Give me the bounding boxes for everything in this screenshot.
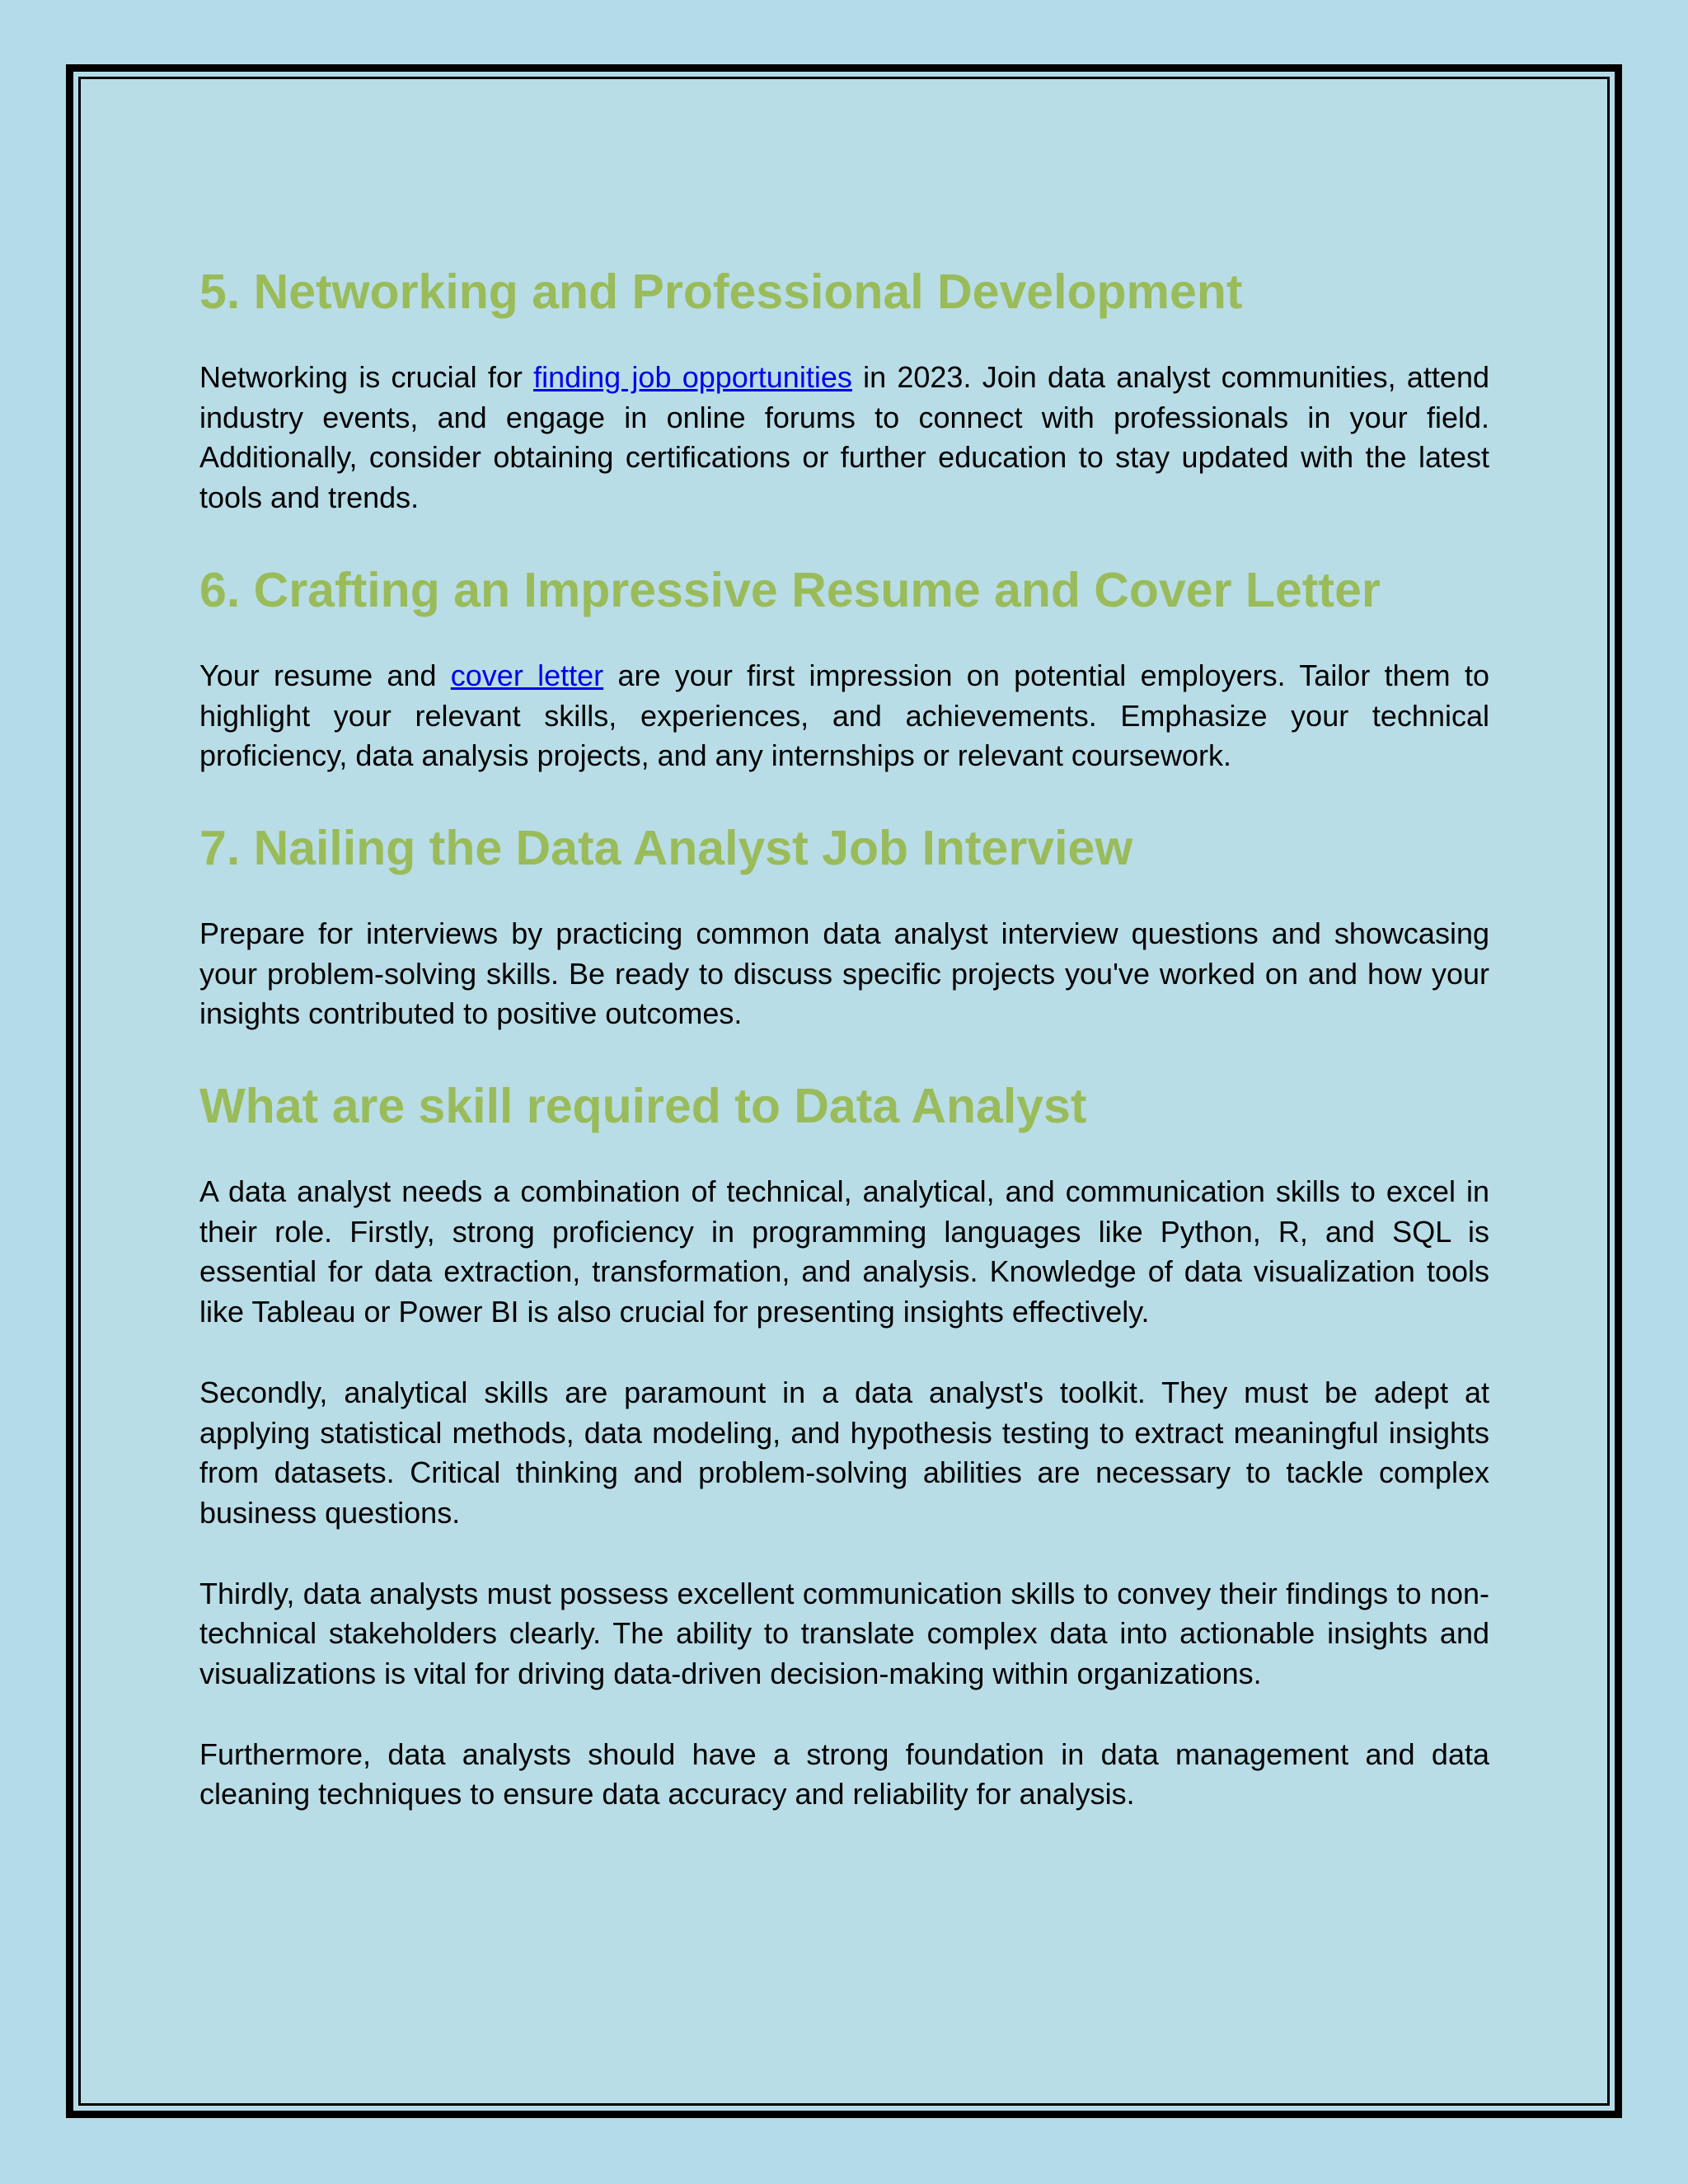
networking-text-after: in 2023. Join data analyst communities, attend industry events, and engage in online forums to connect with professionals in your field. Additionally, consider obtaining certifications or further education to stay updated with the latest tools and trends. bbox=[199, 360, 1489, 515]
section-heading-networking: 5. Networking and Professional Development bbox=[199, 265, 1243, 319]
skills-paragraph-data-management: Furthermore, data analysts should have a strong foundation in data management and data cleaning techniques to ensure data accuracy and reliability for analysis. bbox=[199, 1736, 1489, 1811]
skills-paragraph-communication: Thirdly, data analysts must possess excellent communication skills to convey their findings to non-technical stakeholders clearly. The ability to translate complex data into actionable insights and visualizations is vital for driving data-driven decision-making within organizations. bbox=[199, 1576, 1489, 1691]
skills-paragraph-technical: A data analyst needs a combination of technical, analytical, and communication skills to excel in their role. Firstly, strong proficiency in programming languages like Python, R, and SQL is essential for data extraction, transformation, and analysis. Knowledge of data visualization tools like Tableau or Power BI is also crucial for presenting insights effectively. bbox=[199, 1174, 1489, 1329]
section-heading-skills: What are skill required to Data Analyst bbox=[199, 1079, 1087, 1134]
finding-job-opportunities-link[interactable]: finding job opportunities bbox=[533, 360, 852, 394]
networking-text-before: Networking is crucial for bbox=[199, 360, 534, 394]
interview-paragraph: Prepare for interviews by practicing common data analyst interview questions and showcasing your problem-solving skills. Be ready to discuss specific projects you've worked on and how your insights contributed to positive outcomes. bbox=[199, 916, 1489, 1031]
resume-text-before: Your resume and bbox=[199, 658, 451, 692]
section-heading-interview: 7. Nailing the Data Analyst Job Interview bbox=[199, 820, 1133, 875]
cover-letter-link[interactable]: cover letter bbox=[450, 658, 604, 692]
networking-paragraph bbox=[199, 358, 1489, 518]
document-content bbox=[199, 262, 1489, 1815]
resume-paragraph bbox=[199, 656, 1489, 776]
skills-paragraph-analytical: Secondly, analytical skills are paramount in a data analyst's toolkit. They must be adept at applying statistical methods, data modeling, and hypothesis testing to extract meaningful insights from datasets. Critical thinking and problem-solving abilities are necessary to tackle complex business questions. bbox=[199, 1375, 1489, 1530]
section-heading-resume: 6. Crafting an Impressive Resume and Cover Letter bbox=[199, 562, 1381, 617]
resume-text-after: are your first impression on potential employers. Tailor them to highlight your relevant skills, experiences, and achievements. Emphasize your technical proficiency, data analysis projects, and any internships or relevant coursework. bbox=[199, 658, 1489, 773]
